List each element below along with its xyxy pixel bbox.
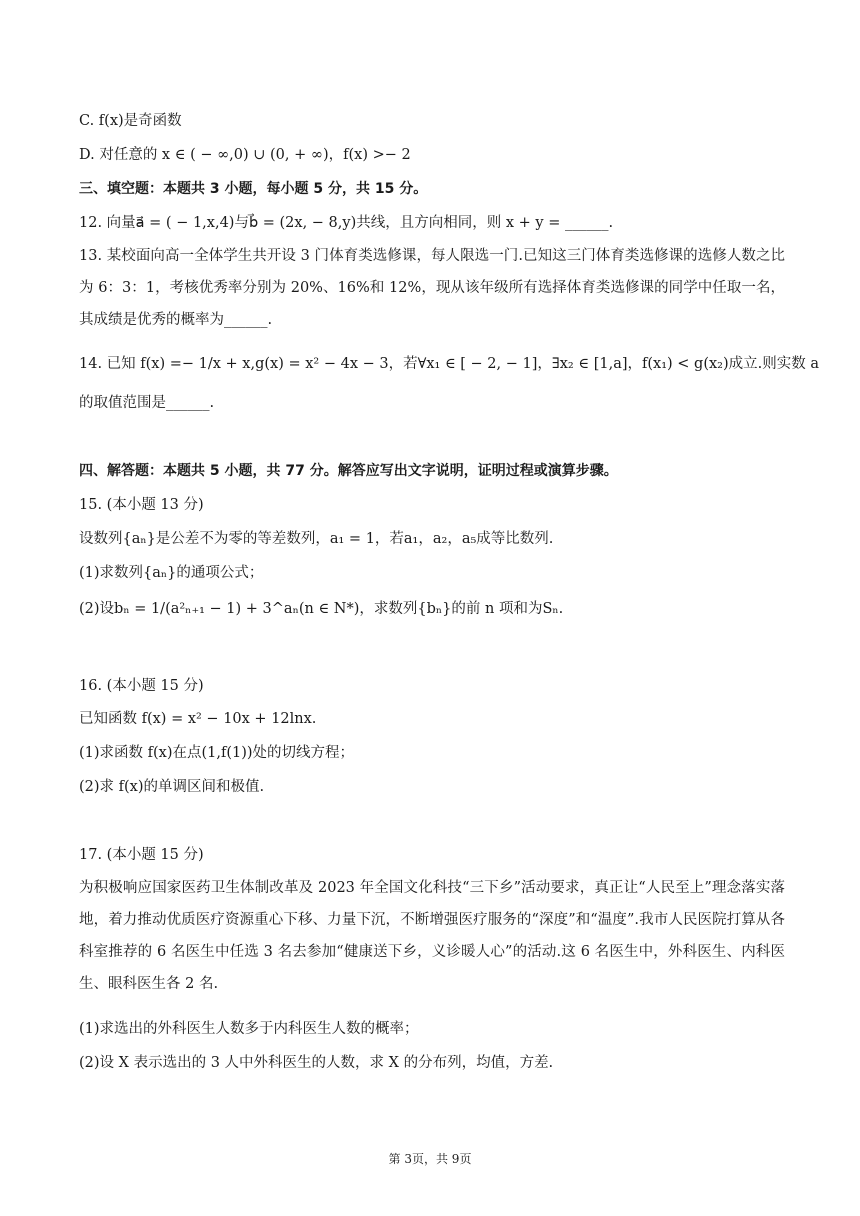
question-16-text: 已知函数 f(x) = x² − 10x + 12lnx.	[79, 711, 317, 727]
question-16-part2: (2)求 f(x)的单调区间和极值.	[79, 779, 265, 795]
question-12: 12. 向量a⃗ = ( − 1,x,4)与b⃗ = (2x, − 8,y)共线，且方向相同，则 x + y = ______.	[79, 215, 614, 231]
question-14-line2: 的取值范围是______.	[79, 395, 215, 411]
section-3-heading: 三、填空题：本题共 3 小题，每小题 5 分，共 15 分。	[79, 181, 428, 197]
question-17-text: 为积极响应国家医药卫生体制改革及 2023 年全国文化科技“三下乡”活动要求，真正让“人民至上”理念落实落地，着力推动优质医疗资源重心下移、力量下沉，不断增强医疗服务的“深度”和“温度”.我市人民医院打算从各科室推荐的 6 名医生中任选 3 名去参加“健康送下乡，义诊暖人心”的活动.这 6 名医生中，外科医生、内科医生、眼科医生各 2 名.	[79, 880, 785, 992]
question-17-part1: (1)求选出的外科医生人数多于内科医生人数的概率；	[79, 1021, 419, 1037]
option-c: C. f(x)是奇函数	[79, 113, 182, 129]
question-17-header: 17. (本小题 15 分)	[79, 847, 204, 863]
section-4-heading: 四、解答题：本题共 5 小题，共 77 分。解答应写出文字说明，证明过程或演算步骤。	[79, 463, 618, 479]
question-16-part1: (1)求函数 f(x)在点(1,f(1))处的切线方程；	[79, 745, 355, 761]
option-d: D. 对任意的 x ∈ ( − ∞,0) ∪ (0, + ∞)，f(x) >− 2	[79, 147, 411, 163]
question-13: 13. 某校面向高一全体学生共开设 3 门体育类选修课，每人限选一门.已知这三门体育类选修课的选修人数之比为 6：3：1，考核优秀率分别为 20%、16%和 12%，现从该年级所有选择体育类选修课的同学中任取一名，其成绩是优秀的概率为______.	[79, 248, 785, 328]
question-17-part2: (2)设 X 表示选出的 3 人中外科医生的人数，求 X 的分布列，均值，方差.	[79, 1055, 554, 1071]
question-15-part2: (2)设bₙ = 1/(a²ₙ₊₁ − 1) + 3^aₙ(n ∈ N*)，求数列{bₙ}的前 n 项和为Sₙ.	[79, 601, 564, 617]
question-15-text: 设数列{aₙ}是公差不为零的等差数列，a₁ = 1，若a₁，a₂，a₅成等比数列.	[79, 531, 554, 547]
question-15-part1: (1)求数列{aₙ}的通项公式；	[79, 565, 264, 581]
question-16-header: 16. (本小题 15 分)	[79, 678, 204, 694]
question-15-header: 15. (本小题 13 分)	[79, 497, 204, 513]
page-footer: 第 3页，共 9页	[388, 1152, 472, 1166]
question-14-line1: 14. 已知 f(x) =− 1/x + x,g(x) = x² − 4x − 3，若∀x₁ ∈ [ − 2, − 1]，∃x₂ ∈ [1,a]，f(x₁) < g(x₂)成立.则实数 a	[79, 356, 819, 372]
